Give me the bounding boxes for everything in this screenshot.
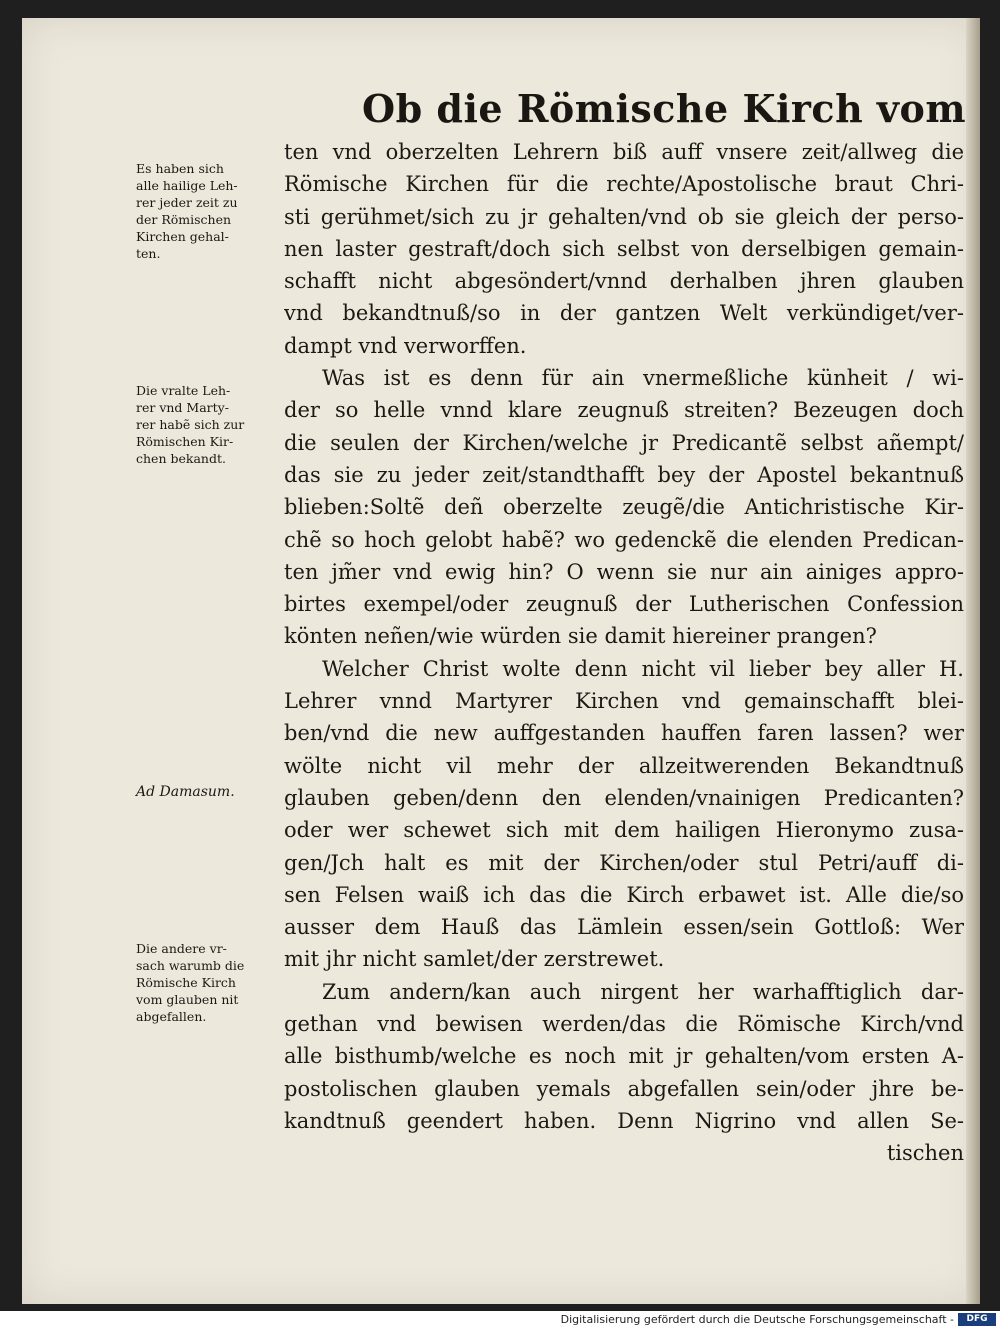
margin-note-line: der Römischen (136, 212, 232, 227)
text-line: mit jhr nicht samlet/der zerstrewet. (284, 947, 665, 972)
margin-note-line: abgefallen. (136, 1009, 207, 1024)
text-line: postolischen glauben yemals abgefallen sein/oder jhre be- (284, 1076, 964, 1101)
text-line: die seulen der Kirchen/welche jr Predicantẽ selbst añempt/ (284, 430, 964, 455)
margin-note-line: Es haben sich (136, 161, 224, 176)
margin-note-line: rer habẽ sich zur (136, 417, 245, 432)
text-line: schafft nicht abgesöndert/vnnd derhalben jhren glauben (284, 269, 964, 294)
text-line: nen laster gestraft/doch sich selbst von derselbigen gemain- (284, 236, 964, 261)
margin-note-line: Römischen Kir- (136, 434, 234, 449)
text-line: das sie zu jeder zeit/standthafft bey der Apostel bekantnuß (284, 462, 964, 487)
text-line: sti gerühmet/sich zu jr gehalten/vnd ob sie gleich der perso- (284, 204, 964, 229)
text-line: ten jm̃er vnd ewig hin? O wenn sie nur ain ainiges appro- (284, 559, 964, 584)
text-line: dampt vnd verworffen. (284, 333, 527, 358)
book-page (22, 18, 980, 1304)
margin-note-line: Kirchen gehal- (136, 229, 229, 244)
page-edge (966, 18, 980, 1304)
text-line: Zum andern/kan auch nirgent her warhafftiglich dar- (322, 979, 964, 1004)
text-line: gethan vnd bewisen werden/das die Römische Kirch/vnd (284, 1012, 964, 1037)
margin-note-line: sach warumb die (136, 958, 245, 973)
margin-note (136, 784, 286, 801)
text-line: Lehrer vnnd Martyrer Kirchen vnd gemainschafft blei- (284, 689, 964, 714)
text-line: der so helle vnnd klare zeugnuß streiten? Bezeugen doch (284, 398, 964, 423)
catchword: tischen (886, 1141, 964, 1166)
margin-note-line: Die vralte Leh- (136, 383, 231, 398)
text-line: könten neñen/wie würden sie damit hiereiner prangen? (284, 624, 877, 649)
text-line: vnd bekandtnuß/so in der gantzen Welt verkündiget/ver- (284, 301, 964, 326)
text-line: blieben:Soltẽ deñ oberzelte zeugẽ/die Antichristische Kir- (284, 495, 964, 520)
text-line: Römische Kirchen für die rechte/Apostolische braut Chri- (284, 172, 964, 197)
text-line: Welcher Christ wolte denn nicht vil lieber bey aller H. (322, 656, 964, 681)
footer-bar (0, 1311, 1000, 1329)
margin-note-line: ten. (136, 246, 161, 261)
dfg-logo[interactable]: DFG (958, 1313, 996, 1326)
text-line: wölte nicht vil mehr der allzeitwerenden Bekandtnuß (284, 753, 964, 778)
margin-note-line: rer jeder zeit zu (136, 195, 238, 210)
margin-note-line: Ad Damasum. (136, 784, 235, 800)
text-line: ben/vnd die new auffgestanden hauffen faren lassen? wer (284, 721, 964, 746)
text-line: kandtnuß geendert haben. Denn Nigrino vnd allen Se- (284, 1108, 964, 1133)
text-line: oder wer schewet sich mit dem hailigen Hieronymo zusa- (284, 818, 964, 843)
margin-note (136, 382, 286, 467)
margin-note-line: alle hailige Leh- (136, 178, 238, 193)
running-head: Ob die Römische Kirch vom (362, 86, 967, 131)
text-line: birtes exempel/oder zeugnuß der Lutherischen Confession (284, 592, 964, 617)
margin-note-line: Die andere vr- (136, 941, 227, 956)
text-line: glauben geben/denn den elenden/vnainigen Predicanten? (284, 785, 964, 810)
text-line: sen Felsen waiß ich das die Kirch erbawet ist. Alle die/so (284, 882, 964, 907)
margin-note-line: rer vnd Marty- (136, 400, 229, 415)
footer-credit: Digitalisierung gefördert durch die Deutsche Forschungsgemeinschaft - (560, 1313, 954, 1326)
text-line: chẽ so hoch gelobt habẽ? wo gedenckẽ die elenden Predican- (284, 527, 964, 552)
text-line: ten vnd oberzelten Lehrern biß auff vnsere zeit/allweg die (284, 140, 964, 164)
margin-note (136, 160, 286, 262)
margin-note-line: chen bekandt. (136, 451, 226, 466)
margin-note-line: vom glauben nit (136, 992, 239, 1007)
text-line: alle bisthumb/welche es noch mit jr gehalten/vom ersten A- (284, 1044, 964, 1069)
text-line: Was ist es denn für ain vnermeßliche künheit / wi- (322, 366, 964, 391)
text-line: gen/Jch halt es mit der Kirchen/oder stul Petri/auff di- (284, 850, 964, 875)
margin-note (136, 940, 286, 1025)
text-line: ausser dem Hauß das Lämlein essen/sein Gottloß: Wer (284, 915, 964, 940)
margin-note-line: Römische Kirch (136, 975, 236, 990)
main-text-block (284, 136, 964, 1170)
